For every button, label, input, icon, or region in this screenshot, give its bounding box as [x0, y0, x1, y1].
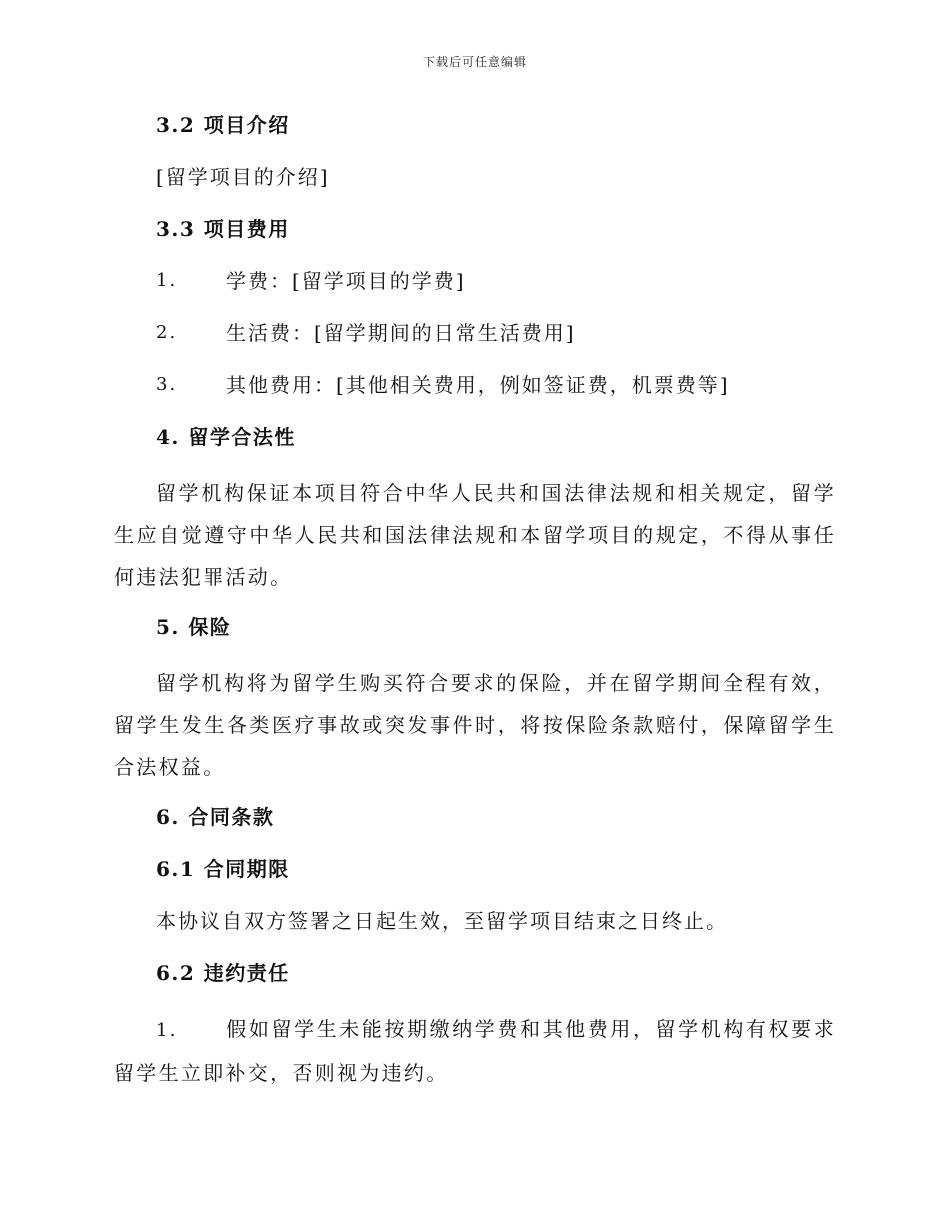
list-item-text: 假如留学生未能按期缴纳学费和其他费用，留学机构有权要求留学生立即补交，否则视为违约。: [114, 1017, 836, 1085]
section-heading-5: 5. 保险: [156, 615, 232, 639]
list-item-text: 生活费：[留学期间的日常生活费用]: [226, 321, 576, 345]
section-body-4: 留学机构保证本项目符合中华人民共和国法律法规和相关规定，留学生应自觉遵守中华人民共和国法律法规和本留学项目的规定，不得从事任何违法犯罪活动。: [114, 481, 836, 589]
section-heading-6-2: 6.2 违约责任: [156, 961, 290, 985]
list-item-number: 1.: [156, 270, 178, 291]
list-item: [114, 316, 836, 350]
section-body-3-2: [留学项目的介绍]: [156, 165, 330, 189]
section-body-6-1: 本协议自双方签署之日起生效，至留学项目结束之日终止。: [156, 909, 728, 933]
list-item-text: 其他费用：[其他相关费用，例如签证费，机票费等]: [226, 373, 730, 397]
list-item: [114, 368, 836, 402]
list-item-number: 2.: [156, 322, 178, 343]
list-item: [114, 1008, 836, 1094]
section-heading-6: 6. 合同条款: [156, 805, 275, 829]
section-heading-6-1: 6.1 合同期限: [156, 857, 290, 881]
list-item-number: 3.: [156, 374, 178, 395]
list-item-number: 1.: [156, 1020, 178, 1041]
section-heading-4: 4. 留学合法性: [156, 425, 296, 449]
page-header: 下载后可任意编辑: [422, 55, 527, 69]
section-body-5: 留学机构将为留学生购买符合要求的保险，并在留学期间全程有效，留学生发生各类医疗事故或突发事件时，将按保险条款赔付，保障留学生合法权益。: [114, 671, 836, 779]
section-heading-3-2: 3.2 项目介绍: [156, 113, 290, 137]
document-content: [114, 108, 836, 1106]
list-item-text: 学费：[留学项目的学费]: [226, 269, 466, 293]
section-heading-3-3: 3.3 项目费用: [156, 217, 290, 241]
list-item: [114, 264, 836, 298]
